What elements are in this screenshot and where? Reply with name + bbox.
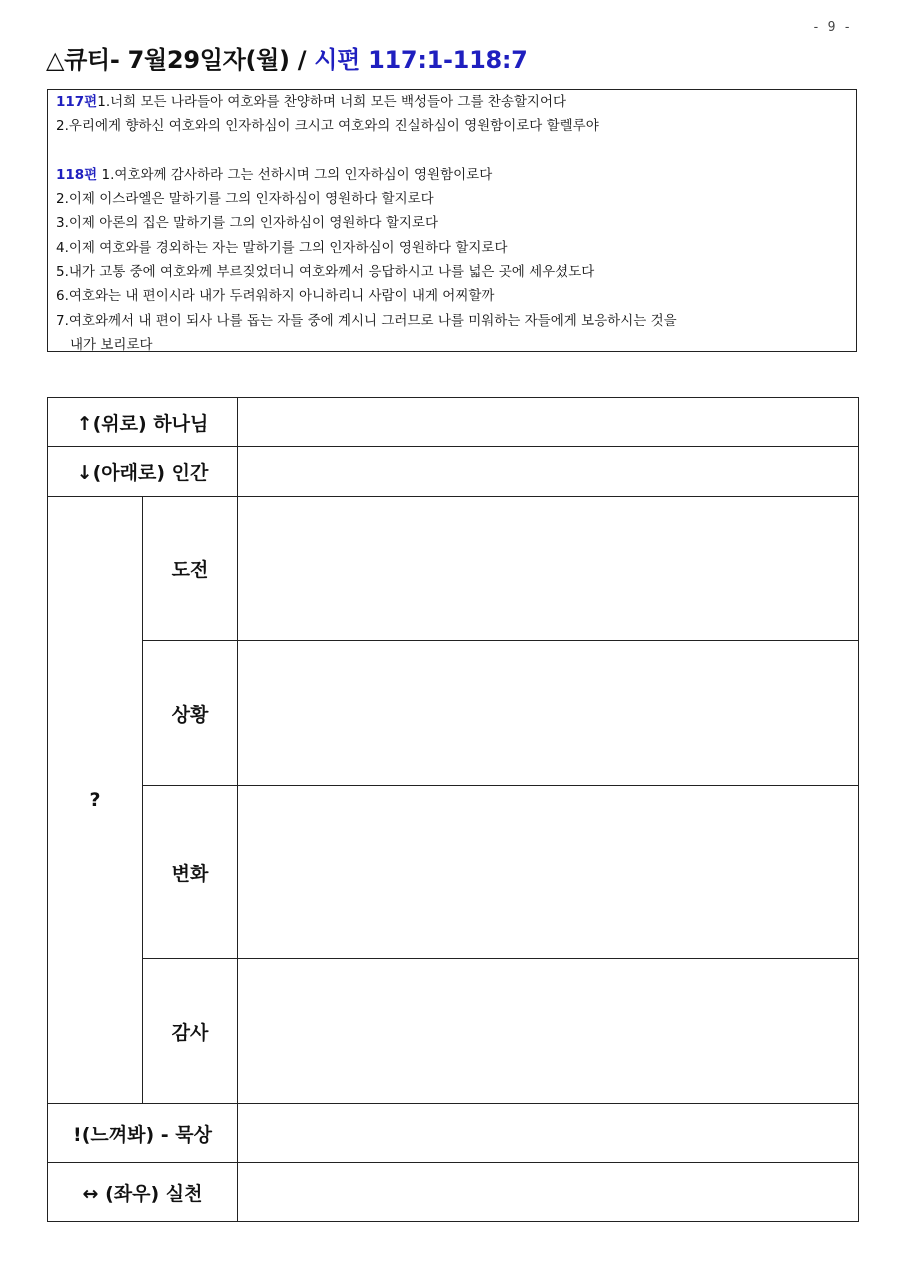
page-number: - 9 - — [812, 20, 852, 35]
psalm-118-label: 118편 — [56, 166, 98, 183]
verse-text: 4.이제 여호와를 경외하는 자는 말하기를 그의 인자하심이 영원하다 할지로다 — [56, 239, 508, 256]
answer-cell-situation[interactable] — [238, 641, 859, 786]
table-row — [48, 447, 859, 497]
verse-text: 2.우리에게 향하신 여호와의 인자하심이 크시고 여호와의 진실하심이 영원함이로다 할렐루야 — [56, 118, 599, 135]
table-row — [48, 398, 859, 447]
scripture-line — [56, 90, 848, 114]
verse-text: 내가 보리로다 — [70, 336, 153, 352]
label-thanks: 감사 — [143, 959, 238, 1104]
label-practice: ↔ (좌우) 실천 — [48, 1163, 238, 1222]
label-question: ? — [48, 497, 143, 1104]
label-up-god: ↑(위로) 하나님 — [48, 398, 238, 447]
table-row — [48, 1104, 859, 1163]
title-date: △큐티- 7월29일자(월) / — [46, 46, 315, 74]
label-feel-meditate: !(느껴봐) - 묵상 — [48, 1104, 238, 1163]
table-row — [48, 641, 859, 786]
answer-cell-thanks[interactable] — [238, 959, 859, 1104]
page-title — [46, 40, 528, 75]
verse-text: 1.여호와께 감사하라 그는 선하시며 그의 인자하심이 영원함이로다 — [97, 166, 493, 183]
table-row — [48, 497, 859, 641]
answer-cell-practice[interactable] — [238, 1163, 859, 1222]
label-change: 변화 — [143, 786, 238, 959]
answer-cell-challenge[interactable] — [238, 497, 859, 641]
scripture-box — [47, 89, 857, 352]
verse-text: 6.여호와는 내 편이시라 내가 두려워하지 아니하리니 사람이 내게 어찌할까 — [56, 288, 495, 305]
verse-text: 3.이제 아론의 집은 말하기를 그의 인자하심이 영원하다 할지로다 — [56, 215, 438, 232]
label-down-human: ↓(아래로) 인간 — [48, 447, 238, 497]
title-reference: 시편 117:1-118:7 — [314, 46, 528, 74]
verse-text: 5.내가 고통 중에 여호와께 부르짖었더니 여호와께서 응답하시고 나를 넓은 곳에 세우셨도다 — [56, 264, 595, 281]
verse-text: 2.이제 이스라엘은 말하기를 그의 인자하심이 영원하다 할지로다 — [56, 191, 434, 208]
answer-cell-change[interactable] — [238, 786, 859, 959]
label-situation: 상황 — [143, 641, 238, 786]
table-row — [48, 1163, 859, 1222]
scripture-line — [56, 163, 848, 187]
answer-cell-down-human[interactable] — [238, 447, 859, 497]
verse-text: 7.여호와께서 내 편이 되사 나를 돕는 자들 중에 계시니 그러므로 나를 미워하는 자들에게 보응하시는 것을 — [56, 312, 677, 329]
psalm-117-label: 117편 — [56, 94, 98, 110]
answer-cell-meditate[interactable] — [238, 1104, 859, 1163]
label-challenge: 도전 — [143, 497, 238, 641]
table-row — [48, 786, 859, 959]
answer-cell-up-god[interactable] — [238, 398, 859, 447]
table-row — [48, 959, 859, 1104]
qt-worksheet-table — [47, 397, 859, 1222]
blank-line — [56, 139, 848, 163]
verse-text: 1.너희 모든 나라들아 여호와를 찬양하며 너희 모든 백성들아 그를 찬송할지어다 — [97, 94, 567, 110]
